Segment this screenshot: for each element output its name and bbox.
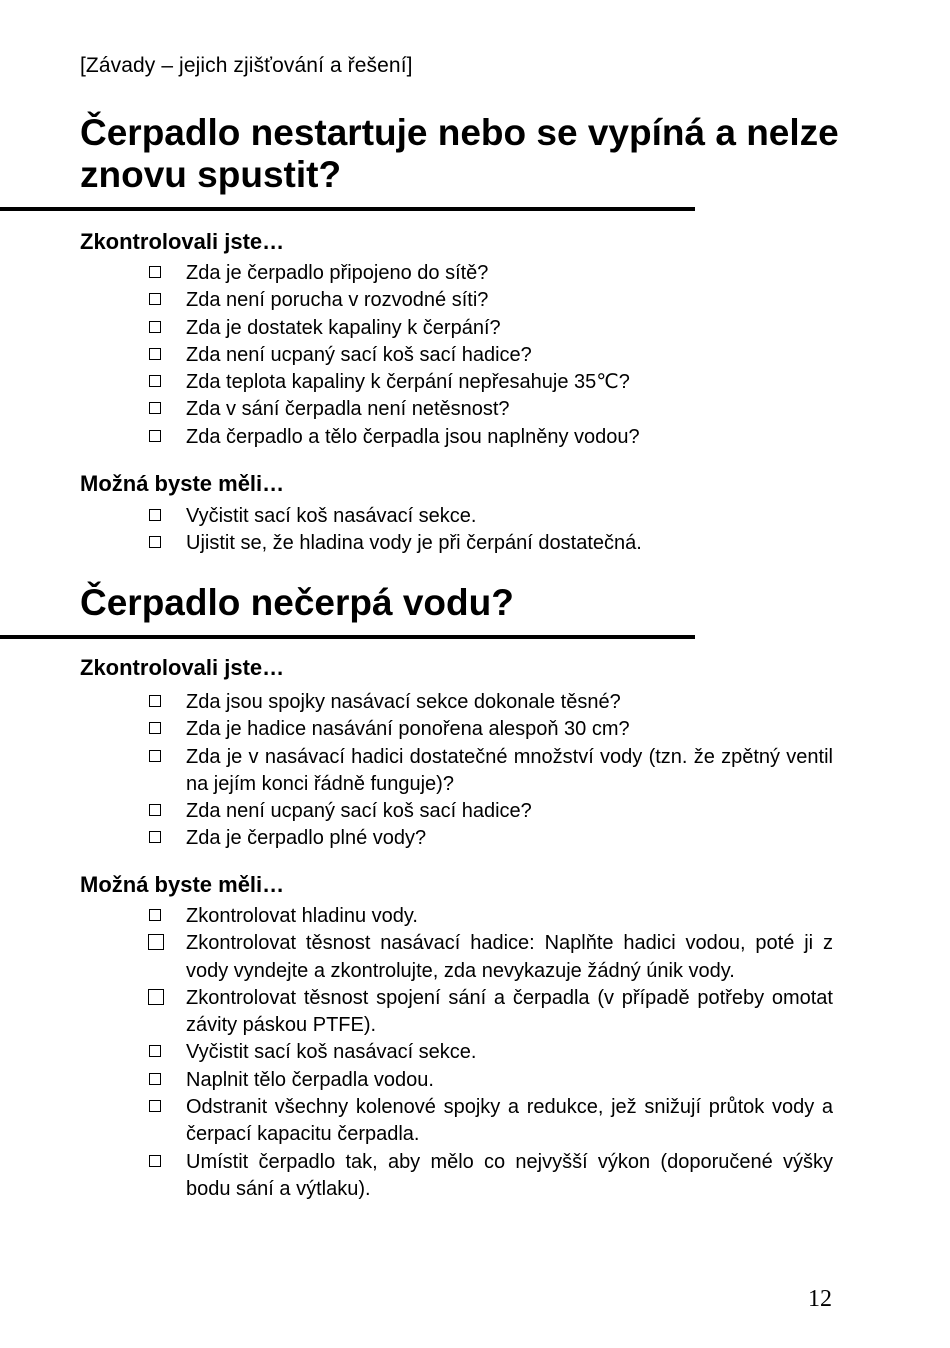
action-item: Vyčistit sací koš nasávací sekce.	[148, 503, 833, 530]
section-1-title-line2: znovu spustit?	[80, 154, 342, 195]
action-item: Vyčistit sací koš nasávací sekce.	[148, 1039, 833, 1066]
check-item: Zda jsou spojky nasávací sekce dokonale těsné?	[148, 689, 833, 716]
check-item: Zda je v nasávací hadici dostatečné množství vody (tzn. že zpětný ventil na jejím konci řádně funguje)?	[148, 744, 833, 799]
section-1-title	[80, 112, 839, 196]
checkbox-icon	[148, 934, 164, 950]
action-item: Umístit čerpadlo tak, aby mělo co nejvyšší výkon (doporučené výšky bodu sání a výtlaku).	[148, 1149, 833, 1204]
checkbox-icon	[149, 536, 161, 548]
checkbox-icon	[149, 402, 161, 414]
checkbox-icon	[149, 695, 161, 707]
checkbox-icon	[149, 266, 161, 278]
checkbox-icon	[149, 909, 161, 921]
checkbox-icon	[149, 430, 161, 442]
section-2-check-list	[148, 689, 833, 853]
check-item: Zda je hadice nasávání ponořena alespoň 30 cm?	[148, 716, 833, 743]
checkbox-icon	[149, 348, 161, 360]
section-1-divider	[0, 207, 695, 211]
checkbox-icon	[149, 321, 161, 333]
checkbox-icon	[149, 804, 161, 816]
checkbox-icon	[149, 293, 161, 305]
checkbox-icon	[149, 1155, 161, 1167]
action-item: Naplnit tělo čerpadla vodou.	[148, 1067, 833, 1094]
check-item: Zda je čerpadlo plné vody?	[148, 825, 833, 852]
checkbox-icon	[149, 1045, 161, 1057]
section-1-title-line1: Čerpadlo nestartuje nebo se vypíná a nelze	[80, 112, 839, 153]
checkbox-icon	[149, 722, 161, 734]
check-item: Zda není ucpaný sací koš sací hadice?	[148, 798, 833, 825]
check-item: Zda v sání čerpadla není netěsnost?	[148, 396, 833, 423]
section-2-action-list	[148, 903, 833, 1203]
section-2-title-line1: Čerpadlo nečerpá vodu?	[80, 582, 514, 623]
checkbox-icon	[149, 1073, 161, 1085]
checkbox-icon	[149, 509, 161, 521]
action-item: Zkontrolovat těsnost spojení sání a čerpadla (v případě potřeby omotat závity páskou PTFE).	[148, 985, 833, 1040]
check-item: Zda čerpadlo a tělo čerpadla jsou naplněny vodou?	[148, 424, 833, 451]
action-item: Odstranit všechny kolenové spojky a redukce, jež snižují průtok vody a čerpací kapacitu čerpadla.	[148, 1094, 833, 1149]
check-item: Zda teplota kapaliny k čerpání nepřesahuje 35℃?	[148, 369, 833, 396]
check-item: Zda je čerpadlo připojeno do sítě?	[148, 260, 833, 287]
section-1-check-heading: Zkontrolovali jste…	[80, 229, 285, 254]
checkbox-icon	[149, 750, 161, 762]
checkbox-icon	[148, 989, 164, 1005]
check-item: Zda není ucpaný sací koš sací hadice?	[148, 342, 833, 369]
section-1-action-heading: Možná byste měli…	[80, 471, 285, 496]
action-item: Zkontrolovat hladinu vody.	[148, 903, 833, 930]
section-2-action-heading: Možná byste měli…	[80, 872, 285, 897]
action-item: Ujistit se, že hladina vody je při čerpání dostatečná.	[148, 530, 833, 557]
section-1-action-list	[148, 503, 833, 558]
section-2-check-heading: Zkontrolovali jste…	[80, 655, 285, 680]
section-2-divider	[0, 635, 695, 639]
page-number: 12	[808, 1286, 832, 1312]
checkbox-icon	[149, 1100, 161, 1112]
section-1-check-list	[148, 260, 833, 451]
action-item: Zkontrolovat těsnost nasávací hadice: Naplňte hadici vodou, poté ji z vody vyndejte a zkontrolujte, zda nevykazuje žádný únik vody.	[148, 930, 833, 985]
check-item: Zda je dostatek kapaliny k čerpání?	[148, 315, 833, 342]
checkbox-icon	[149, 375, 161, 387]
checkbox-icon	[149, 831, 161, 843]
section-tag: [Závady – jejich zjišťování a řešení]	[80, 54, 413, 77]
check-item: Zda není porucha v rozvodné síti?	[148, 287, 833, 314]
section-2-title	[80, 582, 514, 624]
